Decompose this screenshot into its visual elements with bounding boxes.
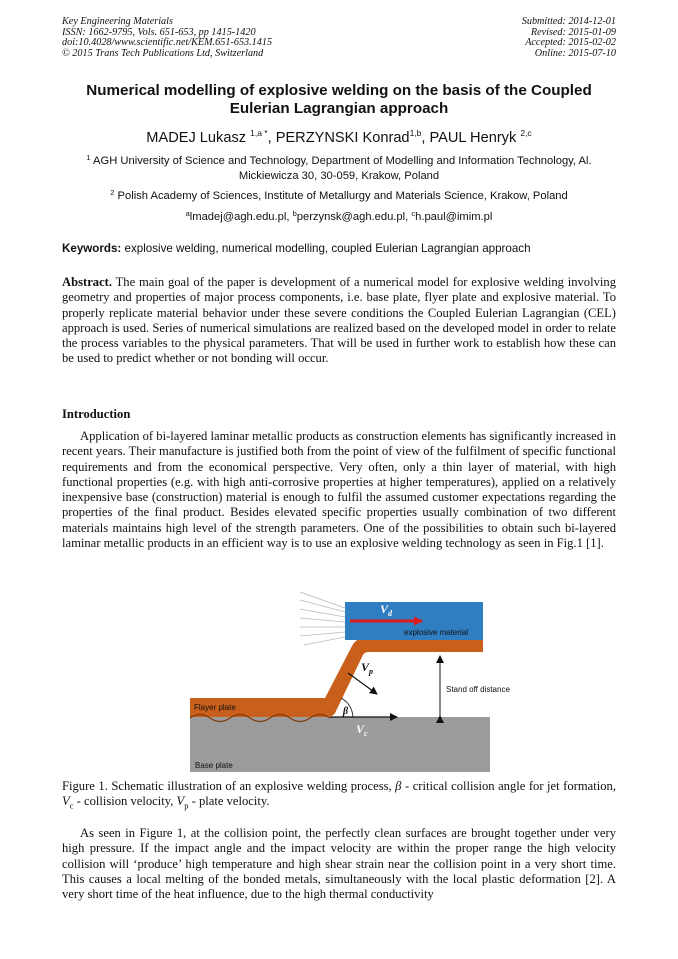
revised-date: Revised: 2015-01-09 <box>530 26 616 38</box>
beta-label: β <box>343 706 349 717</box>
affiliation-mark: 2 <box>110 188 115 197</box>
caption-text: - plate velocity. <box>188 794 270 809</box>
affiliation-text: AGH University of Science and Technology, Department of Modelling and Information Technology, Al. Mickiewicza 30, 30-059, Krakow, Poland <box>90 155 592 182</box>
affiliation-text: Polish Academy of Sciences, Institute of Metallurgy and Materials Science, Krakow, Poland <box>114 190 568 202</box>
keywords-text: explosive welding, numerical modelling, coupled Eulerian Lagrangian approach <box>121 242 531 255</box>
figure-caption <box>62 779 616 814</box>
section-heading: Introduction <box>62 407 131 421</box>
email-mark: b <box>292 209 297 218</box>
email-mark: c <box>411 209 416 218</box>
author-name: MADEJ Lukasz <box>146 130 251 146</box>
author-list <box>62 124 616 147</box>
vp-arrow <box>348 673 377 694</box>
abstract-text: The main goal of the paper is development of a numerical model for explosive welding involving geometry and properties of major process components, i.e. base plate, flyer plate and explosive material. To properly replicate material behavior under these severe conditions the Coupled Eulerian Lagrangian (CEL) approach is used. Series of numerical simulations are realized based on the developed model in order to relate the process variables to the physical parameters. That will be used in further work to establish how these can be used to predict whether or not bonding will occur. <box>62 275 616 366</box>
email-a: lmadej@agh.edu.pl, <box>189 211 293 223</box>
caption-text: Figure 1. Schematic illustration of an explosive welding process, <box>62 779 396 793</box>
accepted-date: Accepted: 2015-02-02 <box>525 37 616 49</box>
abstract-label: Abstract. <box>62 275 113 289</box>
author-separator: , <box>267 130 276 146</box>
caption-subscript: p <box>184 800 189 811</box>
base-label: Base plate <box>195 761 233 770</box>
email-mark: a <box>185 209 190 218</box>
author-affil-mark: 1,b <box>409 128 422 138</box>
submitted-date: Submitted: 2014-12-01 <box>521 16 616 27</box>
caption-text: - critical collision angle for jet formation, <box>401 779 616 793</box>
author-affil-mark: 2,c <box>520 128 532 138</box>
keywords <box>62 241 616 256</box>
base-plate <box>190 717 490 772</box>
online-date: Online: 2015-07-10 <box>534 47 616 59</box>
email-b: perzynsk@agh.edu.pl, <box>296 211 412 223</box>
doi-line: doi:10.4028/www.scientific.net/KEM.651-653.1415 <box>62 37 273 49</box>
intro-paragraph: Application of bi-layered laminar metallic products as construction elements has significantly increased in recent years. Their manufacture is justified both from the point of view of the fulfilment of specific functional requirements and from the economical perspective. Very often, only a thin layer of material, with high functional properties (e.g. with high anti-corrosive properties at higher temperatures), applied on a relatively inexpensive base (construction) material is enough to fulfil the assumed customer expectations regarding the properties of the final product. Besides elevated specific properties usually combination of two different materials maintains high level of the strength parameters. One of the possibilities to obtain such bi-layered laminar metallic products in an efficient way is to use an explosive welding technology as seen in Fig.1 [1]. <box>62 429 616 551</box>
email-c: h.paul@imim.pl <box>415 211 493 223</box>
author-name: PERZYNSKI Konrad <box>275 130 410 146</box>
author-separator: , <box>421 130 430 146</box>
copyright-line: © 2015 Trans Tech Publications Ltd, Switzerland <box>62 47 264 59</box>
vd-label: $V_d$ <box>380 602 393 618</box>
caption-subscript: c <box>69 800 74 811</box>
keywords-label: Keywords: <box>62 242 122 255</box>
author-name: PAUL Henryk <box>429 130 521 146</box>
affiliation-2 <box>80 185 598 204</box>
journal-info <box>62 17 272 59</box>
caption-symbol: β <box>395 779 402 793</box>
flyer-label: Flayer plate <box>194 703 236 712</box>
caption-text: - collision velocity, <box>73 794 177 809</box>
detonation-rays <box>300 592 345 645</box>
caption-symbol: V <box>62 794 70 809</box>
explosive-label: explosive material <box>404 628 469 637</box>
email-list <box>62 206 616 225</box>
paper-title: Numerical modelling of explosive welding on the basis of the Coupled Eulerian Lagrangian approach <box>86 82 592 117</box>
caption-symbol: V <box>176 794 185 809</box>
affiliation-mark: 1 <box>86 153 91 162</box>
affiliation-1 <box>80 150 598 184</box>
issn-line: ISSN: 1662-9795, Vols. 651-653, pp 1415-1420 <box>62 26 256 38</box>
figure-explosive-welding <box>190 590 510 772</box>
dates-info <box>522 17 616 59</box>
author-affil-mark: 1,a * <box>250 128 268 138</box>
abstract <box>62 275 616 367</box>
vp-label: $V_p$ <box>361 660 374 676</box>
body-paragraph: As seen in Figure 1, at the collision point, the perfectly clean surfaces are brought together under very high pressure. If the impact angle and the impact velocity are within the proper range the high velocity collision will ‘produce’ high temperature and high shear strain near the collision point in a very short time. This causes a local melting of the bonded metals, simultaneously with the local plastic deformation [2]. A very short time of the heat influence, due to the high thermal conductivity <box>62 826 616 902</box>
vc-label: $V_c$ <box>356 722 368 738</box>
standoff-label: Stand off distance <box>446 685 510 694</box>
journal-name: Key Engineering Materials <box>62 16 173 27</box>
